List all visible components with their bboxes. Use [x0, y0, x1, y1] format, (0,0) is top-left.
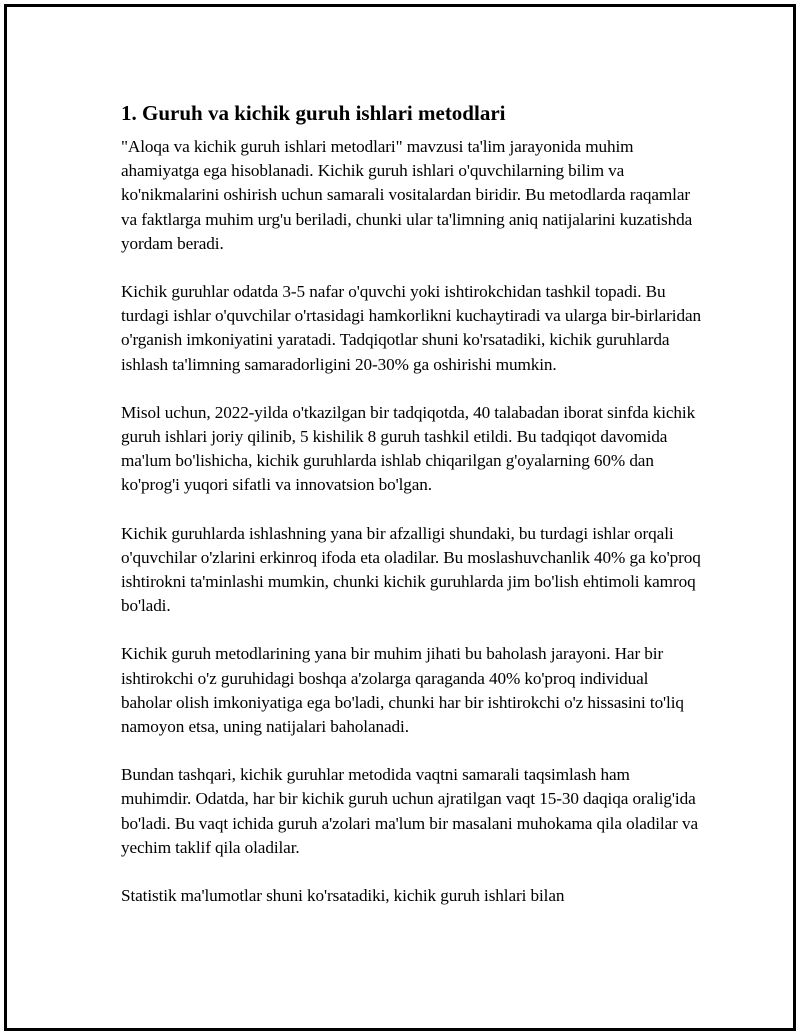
section-heading: 1. Guruh va kichik guruh ishlari metodlari — [121, 101, 506, 125]
document-body — [121, 99, 701, 908]
paragraph-expression: Kichik guruhlarda ishlashning yana bir afzalligi shundaki, bu turdagi ishlar orqali o'quvchilar o'zlarini erkinroq ifoda eta oladilar. Bu moslashuvchanlik 40% ga ko'proq ishtirokni ta'minlashi mumkin, chunki kichik guruhlarda jim bo'lish ehtimoli kamroq bo'ladi. — [121, 523, 701, 616]
paragraph-study-example: Misol uchun, 2022-yilda o'tkazilgan bir tadqiqotda, 40 talabadan iborat sinfda kichik guruh ishlari joriy qilinib, 5 kishilik 8 guruh tashkil etildi. Bu tadqiqot davomida ma'lum bo'lishicha, kichik guruhlarda ishlab chiqarilgan g'oyalarning 60% dan ko'prog'i yuqori sifatli va innovatsion bo'lgan. — [121, 402, 696, 495]
paragraph-group-size: Kichik guruhlar odatda 3-5 nafar o'quvchi yoki ishtirokchidan tashkil topadi. Bu turdagi ishlar o'quvchilar o'rtasidagi hamkorlikni kuchaytiradi va ularga bir-birlaridan o'rganish imkoniyatini yaratadi. Tadqiqotlar shuni ko'rsatadiki, kichik guruhlarda ishlash ta'limning samaradorligini 20-30% ga oshirishi mumkin. — [121, 282, 701, 374]
paragraph-statistics: Statistik ma'lumotlar shuni ko'rsatadiki, kichik guruh ishlari bilan — [121, 886, 565, 906]
paragraph-intro: "Aloqa va kichik guruh ishlari metodlari" mavzusi ta'lim jarayonida muhim ahamiyatga ega hisoblanadi. Kichik guruh ishlari o'quvchilarning bilim va ko'nikmalarini oshirish uchun samarali vositalardan biridir. Bu metodlarda raqamlar va faktlarga muhim urg'u beriladi, chunki ular ta'limning aniq natijalarini kuzatishda yordam beradi. — [121, 137, 693, 253]
page-frame — [4, 4, 796, 1031]
paragraph-time-allocation: Bundan tashqari, kichik guruhlar metodida vaqtni samarali taqsimlash ham muhimdir. Odatda, har bir kichik guruh uchun ajratilgan vaqt 15-30 daqiqa oralig'ida bo'ladi. Bu vaqt ichida guruh a'zolari ma'lum bir masalani muhokama qila oladilar va yechim taklif qila oladilar. — [121, 765, 698, 857]
paragraph-assessment: Kichik guruh metodlarining yana bir muhim jihati bu baholash jarayoni. Har bir ishtirokchi o'z guruhidagi boshqa a'zolarga qaraganda 40% ko'proq individual baholar olish imkoniyatiga ega bo'ladi, chunki har bir ishtirokchi o'z hissasini to'liq namoyon etsa, uning natijalari baholanadi. — [121, 644, 684, 737]
